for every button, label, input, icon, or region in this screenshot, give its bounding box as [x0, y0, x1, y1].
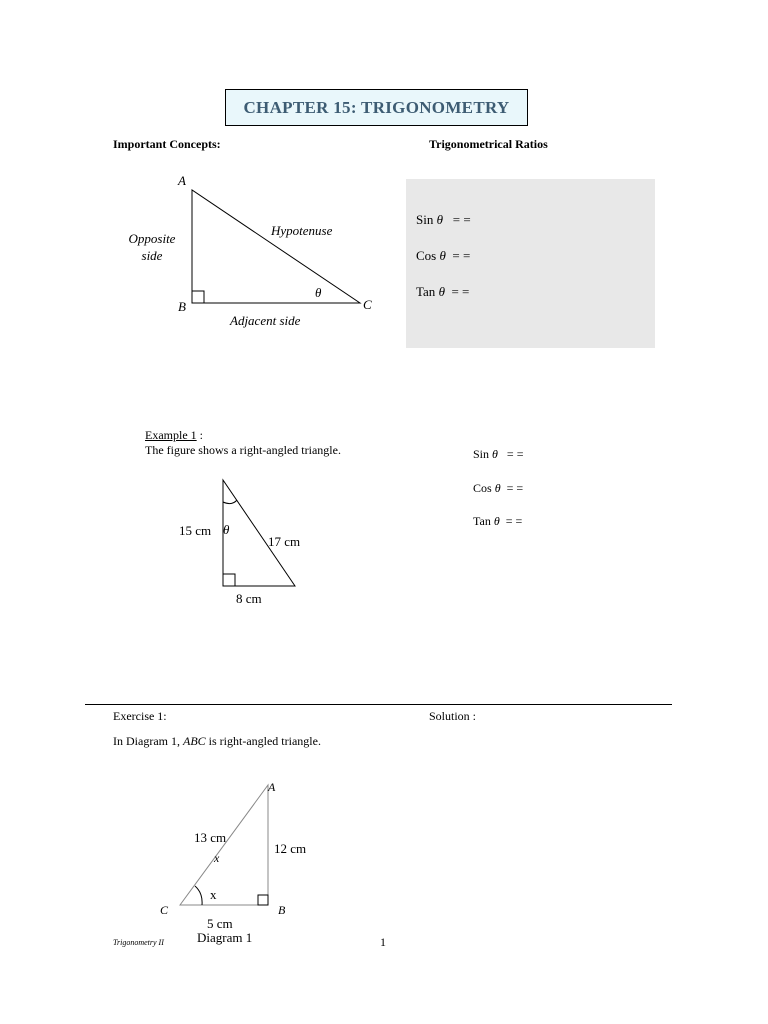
ratio-row-sin: Sin θ = =	[416, 212, 471, 227]
exercise1-side-right: 12 cm	[274, 841, 307, 856]
example1-right-angle-marker	[223, 574, 235, 586]
exercise1-vertex-c: C	[160, 903, 169, 917]
exercise1-angle-arc	[195, 886, 202, 905]
chapter-title-box	[225, 89, 528, 126]
important-concepts-heading: Important Concepts:	[113, 137, 221, 151]
exercise1-triangle-shape	[180, 785, 268, 905]
trig-ratios-panel	[406, 179, 655, 348]
ratio-row-tan: Tan θ = =	[416, 284, 470, 299]
solution-heading: Solution :	[429, 709, 477, 723]
exercise1-vertex-b: B	[278, 903, 286, 917]
example1-ratio-sin: Sin θ = =	[473, 447, 524, 461]
concept-vertex-a: A	[178, 173, 186, 188]
concept-angle-label: θ	[315, 285, 322, 300]
exercise1-side-bottom: 5 cm	[207, 916, 233, 931]
example1-ratio-cos: Cos θ = =	[473, 481, 524, 495]
concept-vertex-c: C	[363, 297, 372, 312]
exercise1-side-hyp: 13 cm	[194, 830, 227, 845]
chapter-title: CHAPTER 15: TRIGONOMETRY	[243, 97, 510, 117]
ratio-row-cos: Cos θ = =	[416, 248, 471, 263]
adjacent-label: Adjacent side	[230, 313, 301, 328]
concept-triangle-diagram	[110, 165, 390, 340]
section-divider	[85, 704, 672, 705]
hypotenuse-label: Hypotenuse	[271, 223, 333, 238]
example1-angle-arc	[223, 500, 237, 504]
exercise1-caption: Diagram 1	[197, 930, 253, 945]
example1-description: The figure shows a right-angled triangle.	[145, 443, 341, 457]
example1-triangle-diagram	[170, 470, 350, 610]
exercise1-statement: In Diagram 1, ABC is right-angled triangle.	[113, 734, 321, 748]
opposite-label-line1: Opposite	[128, 231, 176, 246]
example1-triangle-shape	[223, 480, 295, 586]
exercise1-angle-label: x	[210, 887, 217, 902]
example1-ratio-tan: Tan θ = =	[473, 514, 523, 528]
trig-ratios-heading: Trigonometrical Ratios	[429, 137, 548, 151]
example1-side-left: 15 cm	[179, 523, 212, 538]
right-angle-marker	[192, 291, 204, 303]
concept-triangle-shape	[192, 190, 360, 303]
example1-side-hyp: 17 cm	[268, 534, 301, 549]
footer-left: Trigonometry II	[113, 938, 164, 947]
example1-angle-label: θ	[223, 522, 230, 537]
concept-vertex-b: B	[178, 299, 186, 314]
example1-heading: Example 1 :	[145, 428, 203, 442]
exercise1-right-angle-marker	[258, 895, 268, 905]
exercise1-vertex-a: A	[268, 780, 276, 794]
exercise1-angle-mark: x	[214, 851, 220, 865]
example1-side-bottom: 8 cm	[236, 591, 262, 606]
opposite-label-line2: side	[141, 248, 163, 263]
exercise1-heading: Exercise 1:	[113, 709, 167, 723]
exercise1-triangle-diagram	[150, 775, 330, 950]
page-number: 1	[380, 935, 386, 949]
